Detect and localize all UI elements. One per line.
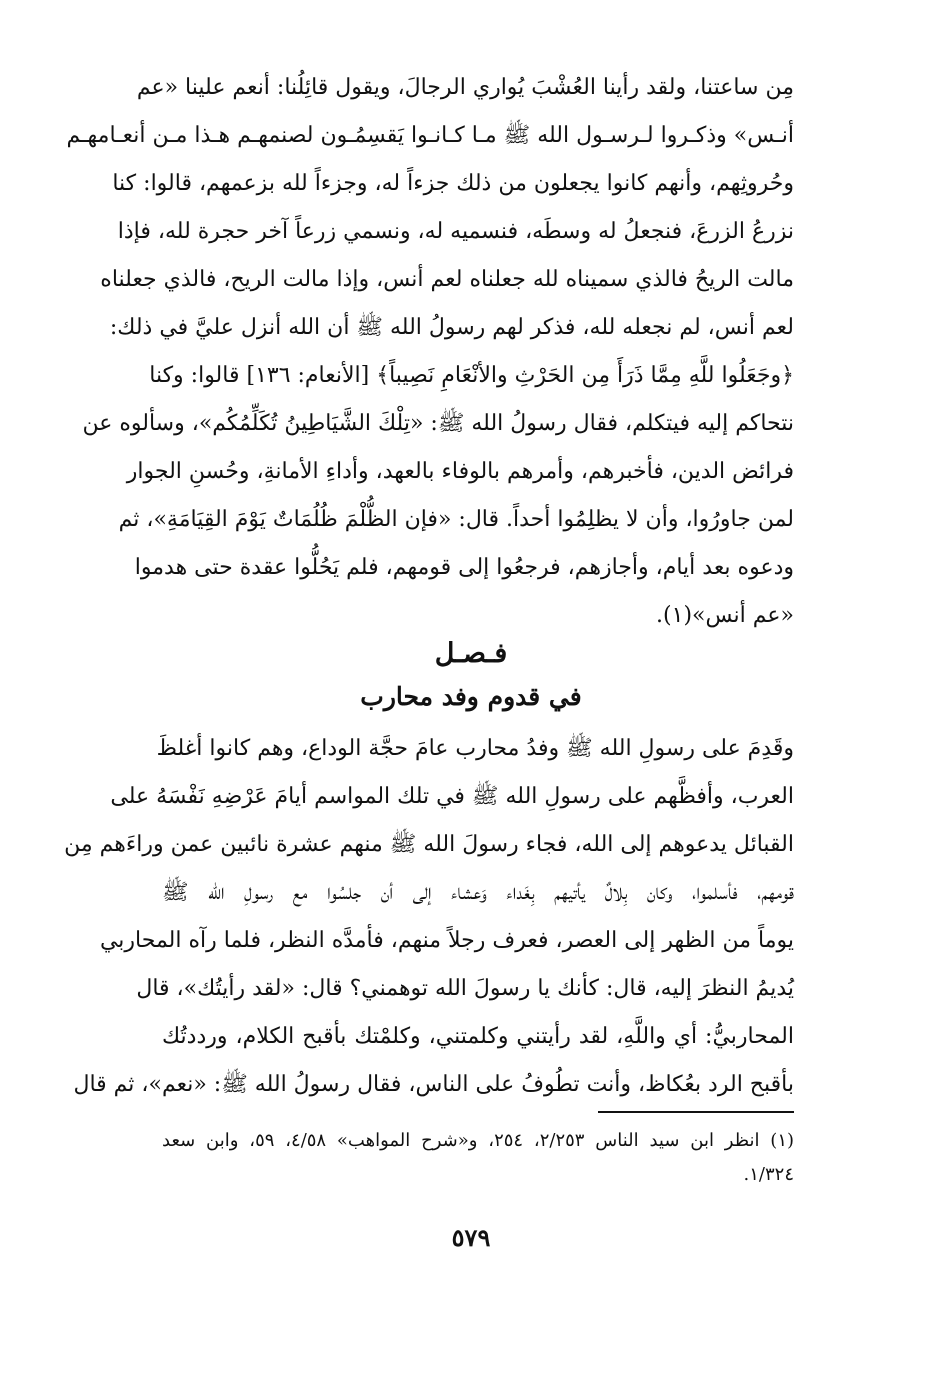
section-heading: فـصـل: [434, 638, 508, 669]
text-line: العرب، وأفظَّهم على رسولِ الله ﷺ في تلك المواسم أيامَ عَرْضِهِ نَفْسَهُ على: [110, 784, 794, 809]
text-line: قومهم، فأسلموا، وكان بِلالٌ يأتيهم بِغَداء وَعشاء إلى أن جلسُوا مع رسولِ الله ﷺ: [162, 880, 794, 905]
text-line: «عم أنس»(١).: [656, 603, 794, 628]
text-line: بأقبح الرد بعُكاظ، وأنت تطُوفُ على الناس، فقال رسولُ الله ﷺ: «نعم»، ثم قال: [73, 1072, 794, 1097]
text-line: لمن جاورُوا، وأن لا يظلِمُوا أحداً. قال: «فإن الظُّلْمَ ظُلُمَاتٌ يَوْمَ القِيَامَةِ»، ثم: [118, 507, 794, 532]
page-number: ٥٧٩: [451, 1223, 491, 1252]
text-line: وحُروثِهم، وأنهم كانوا يجعلون من ذلك جزءاً له، وجزءاً لله بزعمهم، قالوا: كنا: [112, 171, 794, 196]
text-line: نزرعُ الزرعَ، فنجعلُ له وسطَه، فنسميه له، ونسمي زرعاً آخر حجرة لله، فإذا: [117, 219, 794, 244]
text-line: يُديمُ النظرَ إليه، قال: كأنك يا رسولَ الله توهمني؟ قال: «لقد رأيتُك»، قال: [136, 976, 794, 1001]
text-line: ودعوه بعد أيام، وأجازهم، فرجعُوا إلى قومهم، فلم يَحُلُّوا عقدة حتى هدموا: [134, 555, 794, 580]
text-line: القبائل يدعوهم إلى الله، فجاء رسولَ الله ﷺ منهم عشرة نائبين عمن وراءَهم مِن: [64, 832, 794, 857]
footnote-divider: [598, 1111, 794, 1113]
text-line: أنـس» وذكـروا لـرسـول الله ﷺ مـا كـانـوا يَقسِمُـون لصنمهـم هـذا مـن أنعـامهـم: [66, 123, 794, 148]
text-line: فرائض الدين، فأخبرهم، وأمرهم بالوفاء بالعهد، وأداءِ الأمانةِ، وحُسنِ الجوار: [126, 459, 794, 484]
footnote-line: ١/٣٢٤.: [743, 1164, 794, 1185]
section-subheading: في قدوم وفد محارب: [360, 682, 582, 711]
footnotes: [162, 1124, 794, 1192]
text-line: لعم أنس، لم نجعله لله، فذكر لهم رسولُ الله ﷺ أن الله أنزل عليَّ في ذلك:: [109, 315, 794, 340]
footnote-line: (١) انظر ابن سيد الناس ٢/٢٥٣، ٢٥٤، و«شرح المواهب» ٤/٥٨، ٥٩، وابن سعد: [162, 1130, 795, 1151]
text-line: مالت الريحُ فالذي سميناه لله جعلناه لعم أنس، وإذا مالت الريح، فالذي جعلناه: [100, 267, 794, 292]
text-line: وقَدِمَ على رسولِ الله ﷺ وفدُ محارب عامَ حجَّة الوداع، وهم كانوا أغلظَ: [156, 736, 794, 761]
paragraph-2: [64, 725, 794, 1109]
text-line: مِن ساعتنا، ولقد رأينا العُشْبَ يُواري الرجالَ، ويقول قائِلُنا: أنعم علينا «عم: [136, 75, 794, 100]
text-line: ﴿وجَعَلُوا للَّهِ مِمَّا ذَرَأَ مِن الحَرْثِ والأنْعَامِ نَصِيباً﴾ [الأنعام: ١٣٦] قالوا: وكنا: [149, 363, 794, 388]
text-line: نتحاكم إليه فيتكلم، فقال رسولُ الله ﷺ: «تِلْكَ الشَّيَاطِينُ تُكَلِّمُكُم»، وسألوه عن: [82, 411, 794, 436]
paragraph-1: [66, 64, 794, 640]
text-line: يوماً من الظهر إلى العصر، فعرف رجلاً منهم، فأمدَّه النظر، فلما رآه المحاربي: [99, 928, 794, 953]
text-line: المحاربيُّ: أي واللَّهِ، لقد رأيتني وكلمتني، وكلمْتك بأقبح الكلام، ورددتُك: [162, 1024, 794, 1049]
